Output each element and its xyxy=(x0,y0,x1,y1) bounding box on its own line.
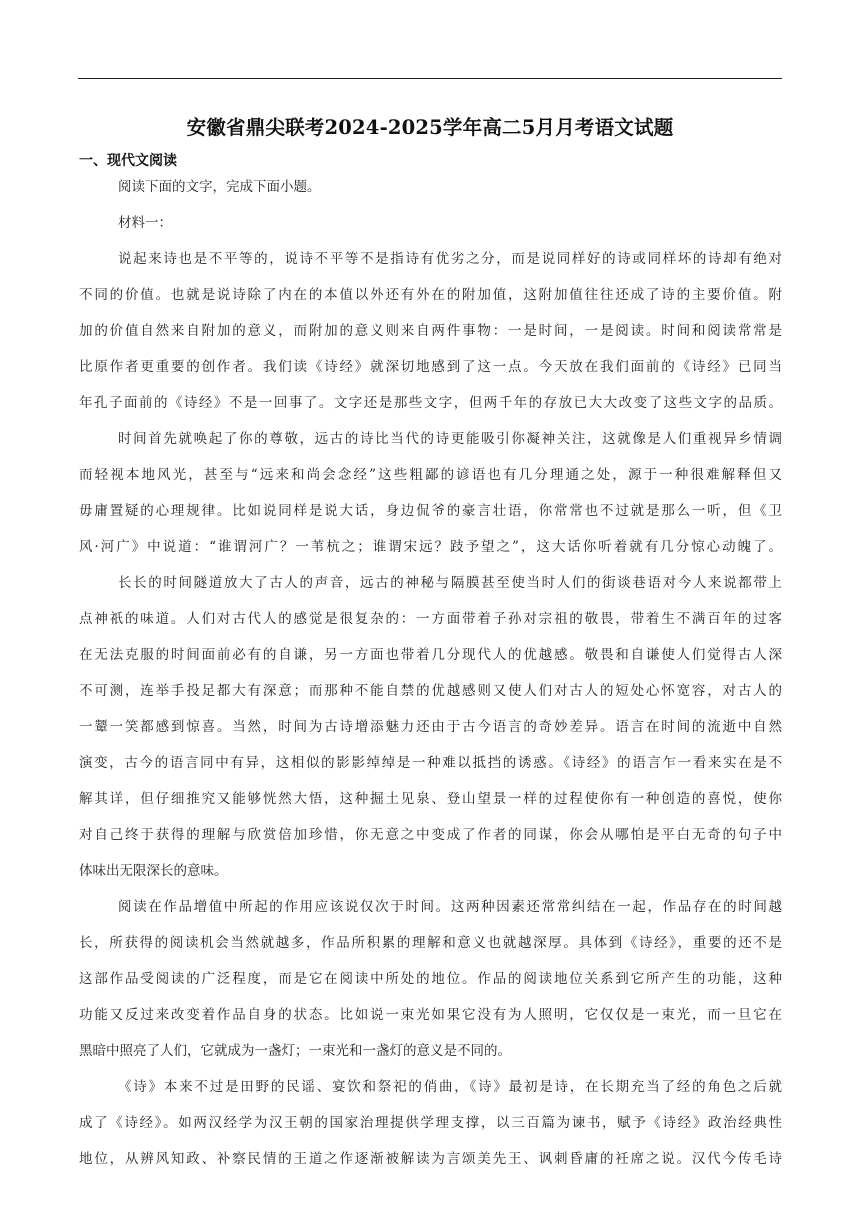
header-rule xyxy=(78,78,782,79)
paragraph-line: 在无法克服的时间面前必有的自谦，另一方面也带着几分现代人的优越感。敬畏和自谦使人们觉得古人深 xyxy=(79,647,782,663)
paragraph-line: 体味出无限深长的意味。 xyxy=(79,863,228,879)
paragraph-line: 成了《诗经》。如两汉经学为汉王朝的国家治理提供学理支撑，以三百篇为谏书，赋予《诗经》政治经典性 xyxy=(79,1115,782,1131)
page-title: 安徽省鼎尖联考2024-2025学年高二5月月考语文试题 xyxy=(186,116,674,139)
paragraph-line: 说起来诗也是不平等的，说诗不平等不是指诗有优劣之分，而是说同样好的诗或同样坏的诗却有绝对 xyxy=(118,251,782,267)
material-label: 材料一： xyxy=(118,215,172,231)
paragraph-line: 对自己终于获得的理解与欣赏倍加珍惜，你无意之中变成了作者的同谋，你会从哪怕是平白无奇的句子中 xyxy=(79,827,782,843)
paragraph-line: 毋庸置疑的心理规律。比如说同样是说大话，身边侃爷的豪言壮语，你常常也不过就是那么一听，但《卫 xyxy=(79,503,782,519)
paragraph-line: 点神祇的味道。人们对古代人的感觉是很复杂的：一方面带着子孙对宗祖的敬畏，带着生不满百年的过客 xyxy=(79,611,782,627)
instruction-text: 阅读下面的文字，完成下面小题。 xyxy=(118,179,321,195)
paragraph-line: 加的价值自然来自附加的意义，而附加的意义则来自两件事物：一是时间，一是阅读。时间和阅读常常是 xyxy=(79,323,782,339)
paragraph-line: 阅读在作品增值中所起的作用应该说仅次于时间。这两种因素还常常纠结在一起，作品存在的时间越 xyxy=(118,899,782,915)
paragraph-line: 解其详，但仔细推究又能够恍然大悟，这种掘土见泉、登山望景一样的过程使你有一种创造的喜悦，使你 xyxy=(79,791,782,807)
paragraph-line: 这部作品受阅读的广泛程度，而是它在阅读中所处的地位。作品的阅读地位关系到它所产生的功能，这种 xyxy=(79,971,782,987)
paragraph-line: 不可测，连举手投足都大有深意；而那种不能自禁的优越感则又使人们对古人的短处心怀宽容，对古人的 xyxy=(79,683,782,699)
paragraph-line: 黑暗中照亮了人们，它就成为一盏灯；一束光和一盏灯的意义是不同的。 xyxy=(79,1043,511,1059)
paragraph-line: 长，所获得的阅读机会当然就越多，作品所积累的理解和意义也就越深厚。具体到《诗经》，重要的还不是 xyxy=(79,935,782,951)
paragraph-line: 地位，从辨风知政、补察民情的王道之作逐渐被解读为言颂美先王、讽刺昏庸的衽席之说。汉代今传毛诗 xyxy=(79,1151,782,1167)
paragraph-line: 年孔子面前的《诗经》不是一回事了。文字还是那些文字，但两千年的存放已大大改变了这些文字的品质。 xyxy=(79,395,782,411)
paragraph-line: 而轻视本地风光，甚至与“远来和尚会念经”这些粗鄙的谚语也有几分理通之处，源于一种很难解释但又 xyxy=(79,467,782,483)
paragraph-line: 风·河广》中说道：“谁谓河广？一苇杭之；谁谓宋远？跂予望之”，这大话你听着就有几分惊心动魄了。 xyxy=(79,539,782,555)
paragraph-line: 不同的价值。也就是说诗除了内在的本值以外还有外在的附加值，这附加值往往还成了诗的主要价值。附 xyxy=(79,287,782,303)
paragraph-line: 比原作者更重要的创作者。我们读《诗经》就深切地感到了这一点。今天放在我们面前的《诗经》已同当 xyxy=(79,359,782,375)
paragraph-line: 《诗》本来不过是田野的民谣、宴饮和祭祀的俏曲，《诗》最初是诗，在长期充当了经的角色之后就 xyxy=(118,1079,782,1095)
section-heading: 一、现代文阅读 xyxy=(79,153,177,169)
paragraph-line: 一颦一笑都感到惊喜。当然，时间为古诗增添魅力还由于古今语言的奇妙差异。语言在时间的流逝中自然 xyxy=(79,719,782,735)
paragraph-line: 时间首先就唤起了你的尊敬，远古的诗比当代的诗更能吸引你凝神关注，这就像是人们重视异乡情调 xyxy=(118,431,782,447)
paragraph-line: 长长的时间隧道放大了古人的声音，远古的神秘与隔膜甚至使当时人们的街谈巷语对今人来说都带上 xyxy=(118,575,782,591)
paragraph-line: 演变，古今的语言同中有异，这相似的影影绰绰是一种难以抵挡的诱惑。《诗经》的语言乍一看来实在是不 xyxy=(79,755,782,771)
paragraph-line: 功能又反过来改变着作品自身的状态。比如说一束光如果它没有为人照明，它仅仅是一束光，而一旦它在 xyxy=(79,1007,782,1023)
